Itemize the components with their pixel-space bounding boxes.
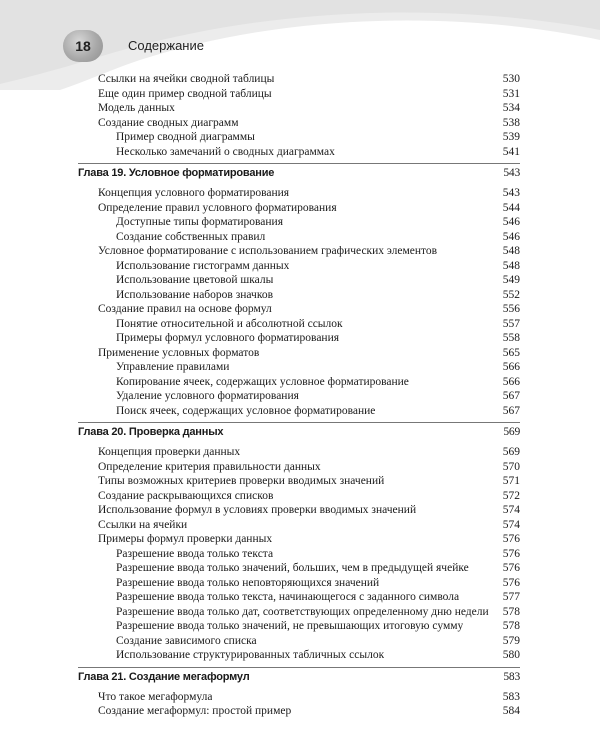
toc-subsection-entry (78, 619, 520, 634)
toc-subsection-entry (78, 130, 520, 145)
toc-entry-title: Доступные типы форматирования (116, 216, 284, 228)
toc-entry-page: 556 (502, 303, 520, 315)
toc-section-entry (78, 532, 520, 547)
toc-entry-page: 541 (502, 145, 520, 158)
toc-entry-title: Применение условных форматов (98, 346, 260, 359)
toc-entry-title: Удаление условного форматирования (116, 390, 299, 402)
toc-entry-title: Условное форматирование с использованием графических элементов (98, 245, 438, 257)
toc-subsection-entry (78, 389, 520, 404)
toc-entry-page: 567 (502, 404, 520, 417)
toc-section-entry (78, 489, 520, 504)
toc-entry-title: Создание сводных диаграмм (98, 116, 239, 129)
toc-entry-title: Типы возможных критериев проверки вводимых значений (98, 475, 385, 487)
toc-section-entry (78, 690, 520, 705)
toc-entry-page: 566 (502, 375, 520, 388)
toc-entry-page: 531 (502, 87, 520, 100)
toc-entry-title: Поиск ячеек, содержащих условное форматирование (116, 404, 376, 417)
toc-entry-title: Пример сводной диаграммы (116, 131, 255, 143)
toc-subsection-entry (78, 590, 520, 605)
toc-entry-page: 578 (502, 605, 520, 618)
toc-entry-title: Использование структурированных табличных ссылок (116, 649, 385, 661)
table-of-contents (78, 72, 520, 719)
toc-subsection-entry (78, 561, 520, 576)
toc-subsection-entry (78, 259, 520, 274)
toc-entry-page: 530 (502, 73, 520, 85)
toc-entry-title: Использование цветовой шкалы (116, 274, 274, 286)
toc-entry-page: 576 (502, 562, 520, 574)
toc-entry-page: 544 (502, 201, 520, 214)
toc-entry-title: Определение правил условного форматирования (98, 201, 337, 214)
toc-entry-title: Создание зависимого списка (116, 634, 257, 647)
toc-subsection-entry (78, 605, 520, 620)
toc-entry-page: 548 (502, 245, 520, 257)
toc-section-entry (78, 346, 520, 361)
toc-entry-page: 579 (502, 634, 520, 647)
toc-entry-title: Концепция проверки данных (98, 446, 241, 458)
toc-entry-title: Несколько замечаний о сводных диаграммах (116, 145, 335, 158)
toc-entry-page: 571 (502, 475, 520, 487)
toc-subsection-entry (78, 576, 520, 591)
toc-subsection-entry (78, 215, 520, 230)
toc-entry-page: 566 (502, 361, 520, 373)
toc-section-entry (78, 518, 520, 533)
toc-entry-page: 549 (502, 274, 520, 286)
toc-entry-page: 576 (502, 547, 520, 560)
toc-subsection-entry (78, 317, 520, 332)
toc-entry-title: Создание собственных правил (116, 230, 266, 243)
toc-section-entry (78, 72, 520, 87)
toc-entry-title: Разрешение ввода только значений, больших, чем в предыдущей ячейке (116, 562, 469, 574)
toc-entry-page: 580 (502, 649, 520, 661)
running-header: Содержание (128, 38, 204, 53)
toc-entry-page: 538 (502, 116, 520, 129)
toc-section-entry (78, 101, 520, 116)
toc-section-entry (78, 302, 520, 317)
toc-entry-page: 557 (502, 317, 520, 330)
toc-entry-title: Еще один пример сводной таблицы (98, 87, 272, 100)
toc-entry-title: Создание правил на основе формул (98, 303, 272, 315)
toc-section-entry (78, 116, 520, 131)
toc-subsection-entry (78, 288, 520, 303)
toc-entry-page: 569 (502, 446, 520, 458)
toc-entry-title: Использование формул в условиях проверки вводимых значений (98, 504, 417, 516)
toc-section-entry (78, 445, 520, 460)
toc-entry-title: Разрешение ввода только неповторяющихся значений (116, 576, 380, 589)
toc-subsection-entry (78, 404, 520, 419)
toc-entry-page: 543 (503, 167, 520, 179)
toc-entry-title: Создание раскрывающихся списков (98, 489, 274, 502)
toc-entry-page: 583 (503, 670, 520, 683)
toc-subsection-entry (78, 230, 520, 245)
toc-subsection-entry (78, 375, 520, 390)
toc-entry-title: Ссылки на ячейки сводной таблицы (98, 73, 275, 85)
toc-section-entry (78, 503, 520, 518)
toc-subsection-entry (78, 331, 520, 346)
toc-entry-title: Разрешение ввода только дат, соответствующих определенному дню недели (116, 605, 489, 618)
toc-section-entry (78, 704, 520, 719)
toc-entry-title: Понятие относительной и абсолютной ссылок (116, 317, 343, 330)
toc-entry-page: 569 (503, 426, 520, 438)
page-number: 18 (75, 38, 91, 54)
toc-entry-title: Копирование ячеек, содержащих условное форматирование (116, 375, 409, 388)
toc-entry-page: 572 (502, 489, 520, 502)
toc-entry-title: Концепция условного форматирования (98, 187, 290, 199)
toc-chapter-heading (78, 667, 520, 685)
toc-entry-title: Использование гистограмм данных (116, 259, 290, 272)
toc-section-entry (78, 186, 520, 201)
toc-entry-title: Управление правилами (116, 361, 230, 373)
toc-entry-title: Ссылки на ячейки (98, 518, 188, 531)
toc-subsection-entry (78, 360, 520, 375)
toc-entry-page: 577 (502, 591, 520, 603)
toc-entry-title: Определение критерия правильности данных (98, 460, 321, 473)
toc-subsection-entry (78, 273, 520, 288)
toc-subsection-entry (78, 648, 520, 663)
toc-entry-page: 584 (502, 705, 520, 717)
toc-entry-title: Разрешение ввода только значений, не превышающих итоговую сумму (116, 620, 464, 632)
toc-chapter-heading (78, 163, 520, 181)
toc-entry-page: 548 (502, 259, 520, 272)
toc-entry-page: 543 (502, 187, 520, 199)
toc-entry-title: Глава 21. Создание мегаформул (78, 670, 250, 683)
toc-section-entry (78, 201, 520, 216)
toc-entry-title: Модель данных (98, 102, 175, 114)
toc-entry-page: 546 (502, 230, 520, 243)
toc-entry-page: 576 (502, 576, 520, 589)
toc-entry-title: Глава 19. Условное форматирование (78, 167, 275, 179)
toc-subsection-entry (78, 547, 520, 562)
toc-chapter-heading (78, 422, 520, 440)
toc-entry-page: 552 (502, 288, 520, 301)
toc-entry-page: 565 (502, 346, 520, 359)
toc-section-entry (78, 460, 520, 475)
toc-entry-page: 574 (502, 518, 520, 531)
toc-entry-page: 558 (502, 332, 520, 344)
toc-entry-title: Разрешение ввода только текста, начинающегося с заданного символа (116, 591, 460, 603)
toc-entry-page: 567 (502, 390, 520, 402)
toc-subsection-entry (78, 634, 520, 649)
toc-entry-page: 578 (502, 620, 520, 632)
toc-section-entry (78, 474, 520, 489)
toc-entry-page: 574 (502, 504, 520, 516)
page-number-badge (63, 30, 103, 62)
toc-section-entry (78, 87, 520, 102)
toc-entry-page: 539 (502, 131, 520, 143)
toc-entry-page: 576 (502, 533, 520, 545)
toc-entry-page: 546 (502, 216, 520, 228)
toc-entry-page: 583 (502, 690, 520, 703)
toc-section-entry (78, 244, 520, 259)
toc-entry-title: Глава 20. Проверка данных (78, 426, 224, 438)
toc-entry-title: Что такое мегаформула (98, 690, 213, 703)
toc-entry-title: Использование наборов значков (116, 288, 274, 301)
toc-entry-title: Создание мегаформул: простой пример (98, 705, 292, 717)
toc-entry-page: 534 (502, 102, 520, 114)
toc-entry-title: Разрешение ввода только текста (116, 547, 274, 560)
toc-entry-title: Примеры формул проверки данных (98, 533, 273, 545)
toc-subsection-entry (78, 145, 520, 160)
toc-entry-title: Примеры формул условного форматирования (116, 332, 340, 344)
toc-entry-page: 570 (502, 460, 520, 473)
